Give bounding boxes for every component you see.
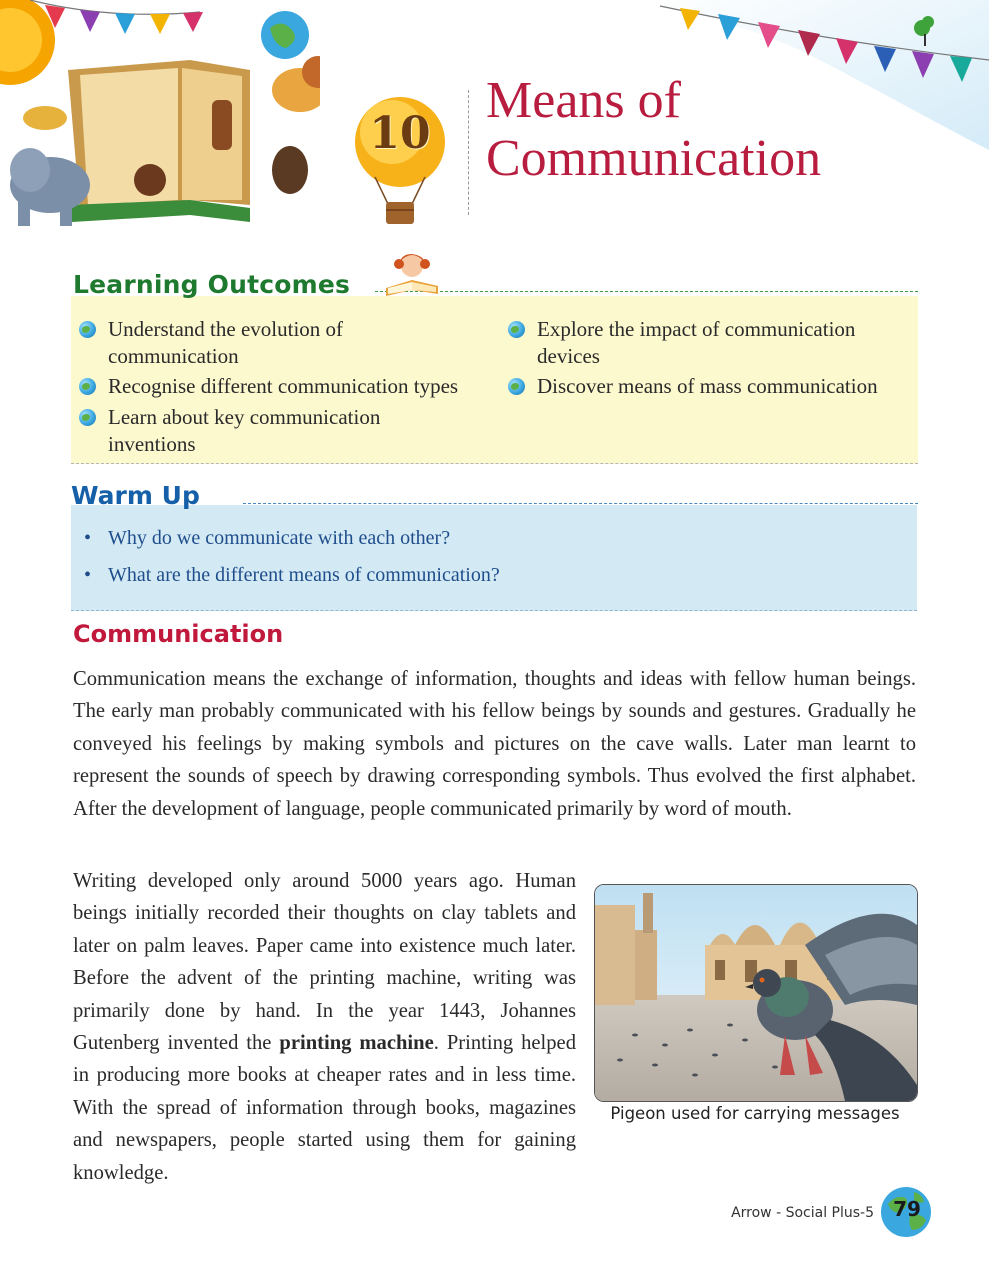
- globe-bullet-icon: [79, 321, 96, 338]
- learning-outcome-item: Understand the evolution of communication: [71, 316, 468, 370]
- bullet-icon: •: [84, 564, 92, 586]
- body-paragraph: Communication means the exchange of information, thoughts and ideas with fellow human beings. The early man probably communicated with his fellow beings by sounds and gestures. Gradually he conveyed his feelings by making symbols and pictures on the cave walls. Later man learnt to represent the sounds of speech by drawing corresponding symbols. Thus evolved the first alphabet. After the development of language, people communicated primarily by word of mouth.: [73, 668, 916, 820]
- key-term: printing machine: [279, 1032, 434, 1055]
- pigeon-photo: [594, 884, 918, 1102]
- section-heading: Communication: [73, 620, 284, 648]
- illustration-open-book: [0, 0, 320, 245]
- globe-bullet-icon: [79, 409, 96, 426]
- warm-up-heading: Warm Up: [71, 481, 200, 510]
- learning-outcome-item: Discover means of mass communication: [500, 373, 937, 400]
- chapter-title: [486, 72, 956, 188]
- warm-up-question: • What are the different means of communication?: [84, 564, 500, 586]
- chapter-number: 10: [369, 108, 431, 159]
- chapter-title-line2: Communication: [486, 130, 822, 187]
- warm-up-box: [71, 505, 917, 611]
- globe-bullet-icon: [508, 321, 525, 338]
- learning-outcomes-heading: Learning Outcomes: [73, 270, 351, 299]
- globe-bullet-icon: [79, 378, 96, 395]
- pigeon-square-image: [595, 885, 917, 1101]
- learning-outcome-item: Explore the impact of communication devices: [500, 316, 917, 370]
- learning-outcomes-rule: [375, 291, 918, 292]
- chapter-title-line1: Means of: [486, 72, 681, 129]
- footer-book-title: Arrow - Social Plus-5: [731, 1205, 874, 1221]
- globe-bullet-icon: [508, 378, 525, 395]
- reading-girl-icon: [372, 250, 444, 300]
- learning-outcome-item: Recognise different communication types: [71, 373, 528, 400]
- page-number: 79: [893, 1197, 921, 1221]
- learning-outcomes-box: [71, 296, 918, 464]
- body-paragraph: Writing developed only around 5000 years ago. Human beings initially recorded their thoughts on clay tablets and later on palm leaves. Paper came into existence much later. Before the advent of the printing machine, writing was primarily done by hand. In the year 1443, Johannes Gutenberg invented the printing machine. Printing helped in producing more books at cheaper rates and in less time. With the spread of information through books, magazines and newspapers, people started using them for gaining knowledge.: [73, 870, 576, 1184]
- photo-caption: Pigeon used for carrying messages: [610, 1104, 900, 1123]
- bullet-icon: •: [84, 527, 92, 549]
- title-divider: [468, 90, 469, 215]
- learning-outcome-item: Learn about key communication inventions: [71, 404, 428, 458]
- warm-up-question: • Why do we communicate with each other?: [84, 527, 451, 549]
- warm-up-rule: [243, 503, 918, 504]
